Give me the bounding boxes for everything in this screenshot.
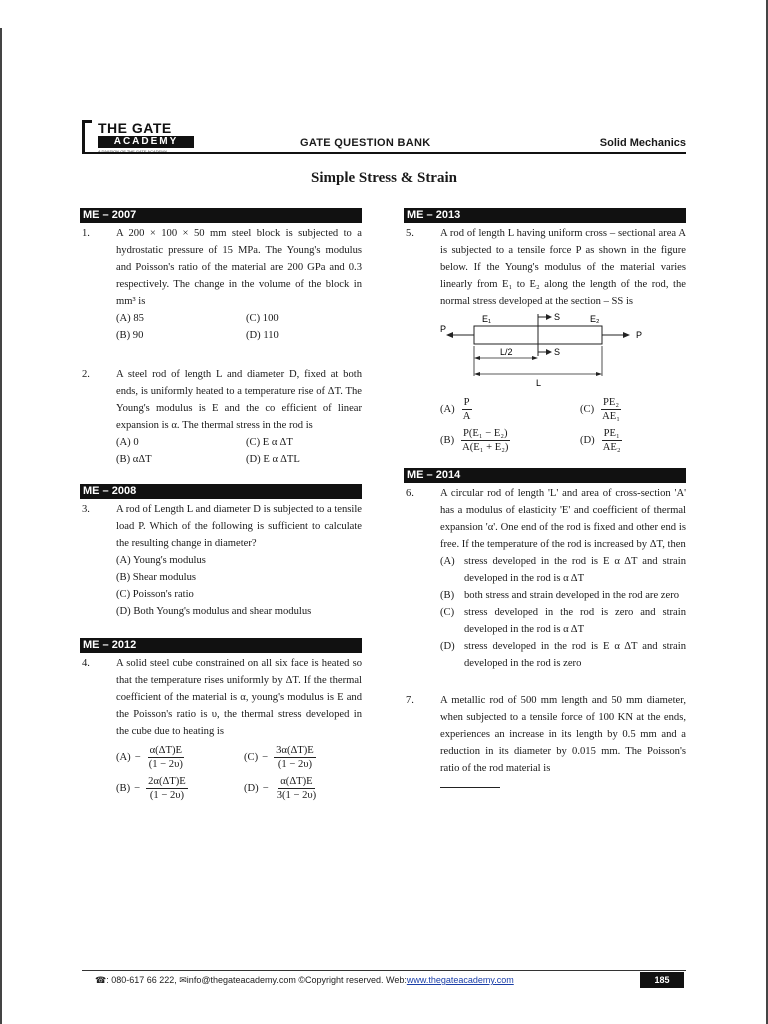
option-b — [404, 587, 686, 604]
right-column — [404, 208, 686, 794]
header-subject: Solid Mechanics — [599, 137, 686, 149]
denominator: AE₂ — [602, 442, 621, 453]
option-c: (C) 100 — [246, 313, 279, 324]
option-a — [116, 744, 244, 771]
question-number: 2. — [82, 369, 90, 380]
question-text: A 200 × 100 × 50 mm steel block is subjected to a hydrostatic pressure of 15 MPa. The Young's modulus and Poisson's ratio of the material are 200 GPa and 0.3 respectively. The change in the volume of the block in mm³ is — [116, 228, 362, 307]
force-right-arrow — [623, 332, 630, 338]
option-text: stress developed in the rod is E α ΔT and strain developed in the rod is α ΔT — [464, 556, 686, 584]
numerator: P(E₁ − E₂) — [463, 428, 508, 439]
section-me2014: ME – 2014 — [404, 468, 686, 483]
option-label: (B) — [440, 435, 455, 446]
option-b: (B) αΔT — [116, 454, 152, 465]
denominator: 3(1 − 2υ) — [276, 790, 317, 801]
option-label: (B) — [440, 590, 455, 601]
denominator: AE₁ — [602, 411, 620, 422]
section-arrow-top — [546, 314, 552, 320]
academy-logo — [82, 120, 200, 154]
option-c — [244, 744, 384, 771]
option-sign: − — [262, 783, 269, 794]
option-label: (A) — [116, 752, 131, 763]
denominator: (1 − 2υ) — [149, 790, 185, 801]
question-text: A circular rod of length 'L' and area of cross-section 'A' has a modulus of elasticity 'E' and coefficient of thermal expansion 'α'. One end of the rod is fixed and other end is free. If the temperature of the rod is increased by ΔT, then — [440, 488, 686, 550]
footer-rule — [82, 970, 686, 971]
option-label: (C) — [244, 752, 259, 763]
option-d — [244, 775, 384, 802]
l-half-label: L/2 — [500, 347, 513, 357]
question-5 — [404, 225, 686, 310]
question-2 — [80, 366, 362, 434]
question-number: 6. — [406, 488, 414, 499]
question-4 — [80, 655, 362, 740]
option-b — [116, 775, 244, 802]
option-label: (C) — [580, 404, 595, 415]
numerator: α(ΔT)E — [280, 776, 313, 787]
website-link[interactable]: www.thegateacademy.com — [406, 975, 514, 985]
question-number: 7. — [406, 695, 414, 706]
logo-line2: ACADEMY — [98, 136, 194, 148]
fraction — [146, 775, 188, 802]
p-label-right: P — [636, 330, 643, 340]
option-text: stress developed in the rod is zero and strain developed in the rod is α ΔT — [464, 607, 686, 635]
numerator: 2α(ΔT)E — [148, 776, 186, 787]
s-label-bottom: S — [554, 347, 561, 357]
denominator: A(E₁ + E₂) — [462, 442, 509, 453]
question-number: 3. — [82, 504, 90, 515]
option-label: (A) — [440, 404, 455, 415]
option-label: (D) — [244, 783, 259, 794]
option-d: (D) Both Young's modulus and shear modulus — [116, 606, 312, 617]
options-q2 — [80, 434, 362, 468]
option-c: (C) Poisson's ratio — [116, 589, 194, 600]
section-me2007: ME – 2007 — [80, 208, 362, 223]
numerator: PE₂ — [603, 397, 620, 408]
section-arrow-bottom — [546, 349, 552, 355]
page-title: Simple Stress & Strain — [311, 170, 457, 186]
option-label: (D) — [440, 641, 455, 652]
option-d — [404, 638, 686, 672]
section-me2012: ME – 2012 — [80, 638, 362, 653]
option-a: (A) 85 — [116, 313, 144, 324]
p-label-left: P — [440, 324, 447, 334]
option-b — [440, 427, 580, 454]
fraction — [147, 744, 185, 771]
numerator: 3α(ΔT)E — [276, 745, 314, 756]
footer-contact — [95, 975, 514, 986]
option-c — [404, 604, 686, 638]
option-b: (B) Shear modulus — [116, 572, 197, 583]
fraction — [274, 744, 316, 771]
option-sign: − — [262, 752, 269, 763]
option-text: stress developed in the rod is E α ΔT and strain developed in the rod is zero — [464, 641, 686, 669]
option-label: (C) — [440, 607, 455, 618]
fraction — [460, 427, 510, 454]
question-number: 1. — [82, 228, 90, 239]
l-label: L — [536, 378, 542, 388]
question-text: A solid steel cube constrained on all six face is heated so that the temperature rises uniformly by ΔT. If the thermal coefficient of the material is α, young's modulus is E and the Poisson's ratio is υ, the thermal stress developed in the cube due to heating is — [116, 658, 362, 737]
option-label: (D) — [580, 435, 595, 446]
e2-label: E₂ — [590, 314, 600, 324]
option-d: (D) E α ΔTL — [246, 454, 300, 465]
header-rule — [82, 152, 686, 154]
fraction — [461, 396, 473, 423]
denominator: (1 − 2υ) — [277, 759, 313, 770]
numerator: P — [463, 397, 470, 408]
rod-diagram — [440, 312, 680, 392]
header-center: GATE QUESTION BANK — [300, 137, 431, 149]
option-a: (A) 0 — [116, 437, 139, 448]
question-1 — [80, 225, 362, 310]
option-b: (B) 90 — [116, 330, 144, 341]
option-c: (C) E α ΔT — [246, 437, 293, 448]
section-me2008: ME – 2008 — [80, 484, 362, 499]
numerator: α(ΔT)E — [149, 745, 182, 756]
question-3 — [80, 501, 362, 552]
question-text: A rod of length L having uniform cross – sectional area A is subjected to a tensile force P as shown in the figure below. If the Young's modulus of the material varies linearly from E₁ to E₂ along the length of the rod, the normal stress developed at the section – SS is — [440, 228, 686, 307]
options-q4 — [80, 744, 362, 802]
e1-label: E₁ — [482, 314, 492, 324]
option-label: (B) — [116, 783, 131, 794]
option-sign: − — [134, 752, 141, 763]
logo-line1: THE GATE — [98, 120, 172, 136]
question-number: 5. — [406, 228, 414, 239]
logo-bracket — [82, 120, 92, 154]
footer-contact-text: ☎: 080-617 66 222, ✉info@thegateacademy.com ©Copyright reserved. Web: — [95, 975, 407, 985]
option-a — [404, 553, 686, 587]
page-number: 185 — [640, 972, 684, 988]
option-d: (D) 110 — [246, 330, 279, 341]
option-c — [580, 396, 710, 423]
question-text: A steel rod of length L and diameter D, fixed at both ends, is uniformly heated to a temperature rise of ΔT. The Young's modulus is E and the co efficient of linear expansion is α. The thermal stress in the rod is — [116, 369, 362, 431]
option-sign: − — [134, 783, 141, 794]
denominator: (1 − 2υ) — [148, 759, 183, 770]
section-me2013: ME – 2013 — [404, 208, 686, 223]
answer-blank — [440, 777, 500, 788]
question-number: 4. — [82, 658, 90, 669]
numerator: PE₁ — [603, 428, 620, 439]
fraction — [601, 427, 623, 454]
s-label-top: S — [554, 312, 561, 322]
denominator: A — [462, 411, 471, 422]
option-label: (A) — [440, 556, 455, 567]
left-column — [80, 208, 362, 802]
force-left-arrow — [446, 332, 453, 338]
question-6 — [404, 485, 686, 553]
option-text: both stress and strain developed in the rod are zero — [464, 590, 680, 601]
option-a: (A) Young's modulus — [116, 555, 206, 566]
fraction — [275, 775, 318, 802]
question-text: A metallic rod of 500 mm length and 50 mm diameter, when subjected to a tensile force of 100 KN at the ends, experiences an increase in its length by 0.5 mm and a reduction in its diameter by 0.015 mm. The Poisson's ratio of the rod material is — [440, 695, 686, 774]
option-a — [440, 396, 580, 423]
fraction — [600, 396, 622, 423]
question-text: A rod of Length L and diameter D is subjected to a tensile load P. Which of the following is sufficient to calculate the resulting change in diameter? — [116, 504, 362, 549]
rod-figure — [440, 312, 680, 392]
options-q5 — [404, 396, 686, 454]
options-q1 — [80, 310, 362, 344]
question-7 — [404, 692, 686, 777]
option-d — [580, 427, 710, 454]
